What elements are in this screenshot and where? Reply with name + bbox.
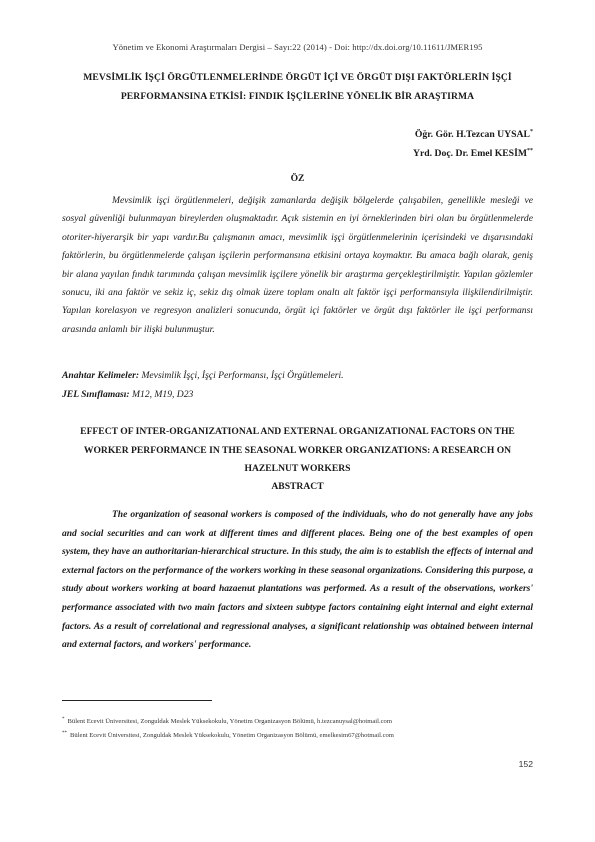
abstract-turkish: Mevsimlik işçi örgütlenmeleri, değişik zamanlarda değişik bölgelerde çalışabilen, genellikle mesleği ve sosyal güvenliği bulunmayan bireylerden oluşmaktadır. Açık sistemin en iyi örneklerinden biri olan bu örgütlenmelerde otoriter-hiyerarşik bir yapı vardır.Bu çalışmanın amacı, mevsimlik işçi örgütlenmelerinin içerisindeki ve dışarısındaki faktörlerin, bu örgütlenmelerde çalışan işçilerin performansına etkisini ortaya koymaktır. Bu amaca bağlı olarak, geniş bir alana yayılan fındık tarımında çalışan mevsimlik işçilere yönelik bir araştırma gerçekleştirilmiştir. Yapılan gözlemler sonucu, iki ana faktör ve sekiz iç, sekiz dış olmak üzere toplam onaltı alt faktör işçi performansıyla ilişkilendirilmiştir. Yapılan korelasyon ve regresyon analizleri sonucunda, örgüt içi faktörler ve örgüt dışı faktörler ile işçi performansı arasında anlamlı bir ilişki bulunmuştur. [62, 195, 533, 335]
author-2 [413, 148, 533, 159]
article-title-turkish: MEVSİMLİK İŞÇİ ÖRGÜTLENMELERİNDE ÖRGÜT İÇİ VE ÖRGÜT DIŞI FAKTÖRLERİN İŞÇİ PERFORMANSINA ETKİSİ: FINDIK İŞÇİLERİNE YÖNELİK BİR ARAŞTIRMA [83, 72, 512, 102]
footnote-1 [62, 717, 533, 725]
abstract-heading: ABSTRACT [271, 481, 324, 492]
oz-heading: ÖZ [290, 173, 305, 184]
footnote-2 [62, 731, 533, 739]
jel-value: M12, M19, D23 [132, 389, 194, 400]
keywords-line [62, 370, 533, 381]
author-1 [415, 129, 533, 140]
running-header: Yönetim ve Ekonomi Araştırmaları Dergisi – Sayı:22 (2014) - Doi: http://dx.doi.org/10.11611/JMER195 [112, 42, 483, 52]
author-1-mark: * [530, 129, 533, 135]
footnote-1-mark: * [62, 717, 65, 722]
author-2-mark: ** [527, 148, 533, 154]
footnote-separator [62, 700, 212, 701]
author-1-name: Öğr. Gör. H.Tezcan UYSAL [414, 129, 530, 141]
footnote-1-text: Bülent Ecevit Üniversitesi, Zonguldak Meslek Yüksekokulu, Yönetim Organizasyon Bölümü, h.tezcanuysal@hotmail.com [67, 718, 392, 726]
jel-line [62, 389, 533, 400]
keywords-value: Mevsimlik İşçi, İşçi Performansı, İşçi Örgütlemeleri. [141, 370, 344, 381]
abstract-english: The organization of seasonal workers is composed of the individuals, who do not generally have any jobs and social securities and can work at different times and different places. Being one of the best examples of open system, they have an authoritarian-hierarchical structure. In this study, the aim is to establish the effects of internal and external factors on the performance of the workers working in these seasonal organizations. Considering this purpose, a study about workers working at board hazaenut plantations was performed. As a result of the observations, workers' performance associated with two main factors and sixteen subtype factors containing eight internal and eight external factors. As a result of correlational and regressional analyses, a significant relationship was obtained between internal and external factors, and workers' performance. [62, 510, 533, 651]
footnote-2-text: Bülent Ecevit Üniversitesi, Zonguldak Meslek Yüksekokulu, Yönetim Organizasyon Bölümü, emelkesim67@hotmail.com [70, 732, 394, 740]
article-title-english: EFFECT OF INTER-ORGANIZATIONAL AND EXTERNAL ORGANIZATIONAL FACTORS ON THE WORKER PERFORMANCE IN THE SEASONAL WORKER ORGANIZATIONS: A RESEARCH ON HAZELNUT WORKERS [80, 426, 515, 474]
page-number: 152 [518, 759, 533, 769]
author-2-name: Yrd. Doç. Dr. Emel KESİM [412, 148, 527, 160]
footnote-2-mark: ** [62, 731, 67, 736]
keywords-label: Anahtar Kelimeler: [62, 370, 140, 381]
jel-label: JEL Sınıflaması: [62, 389, 130, 400]
